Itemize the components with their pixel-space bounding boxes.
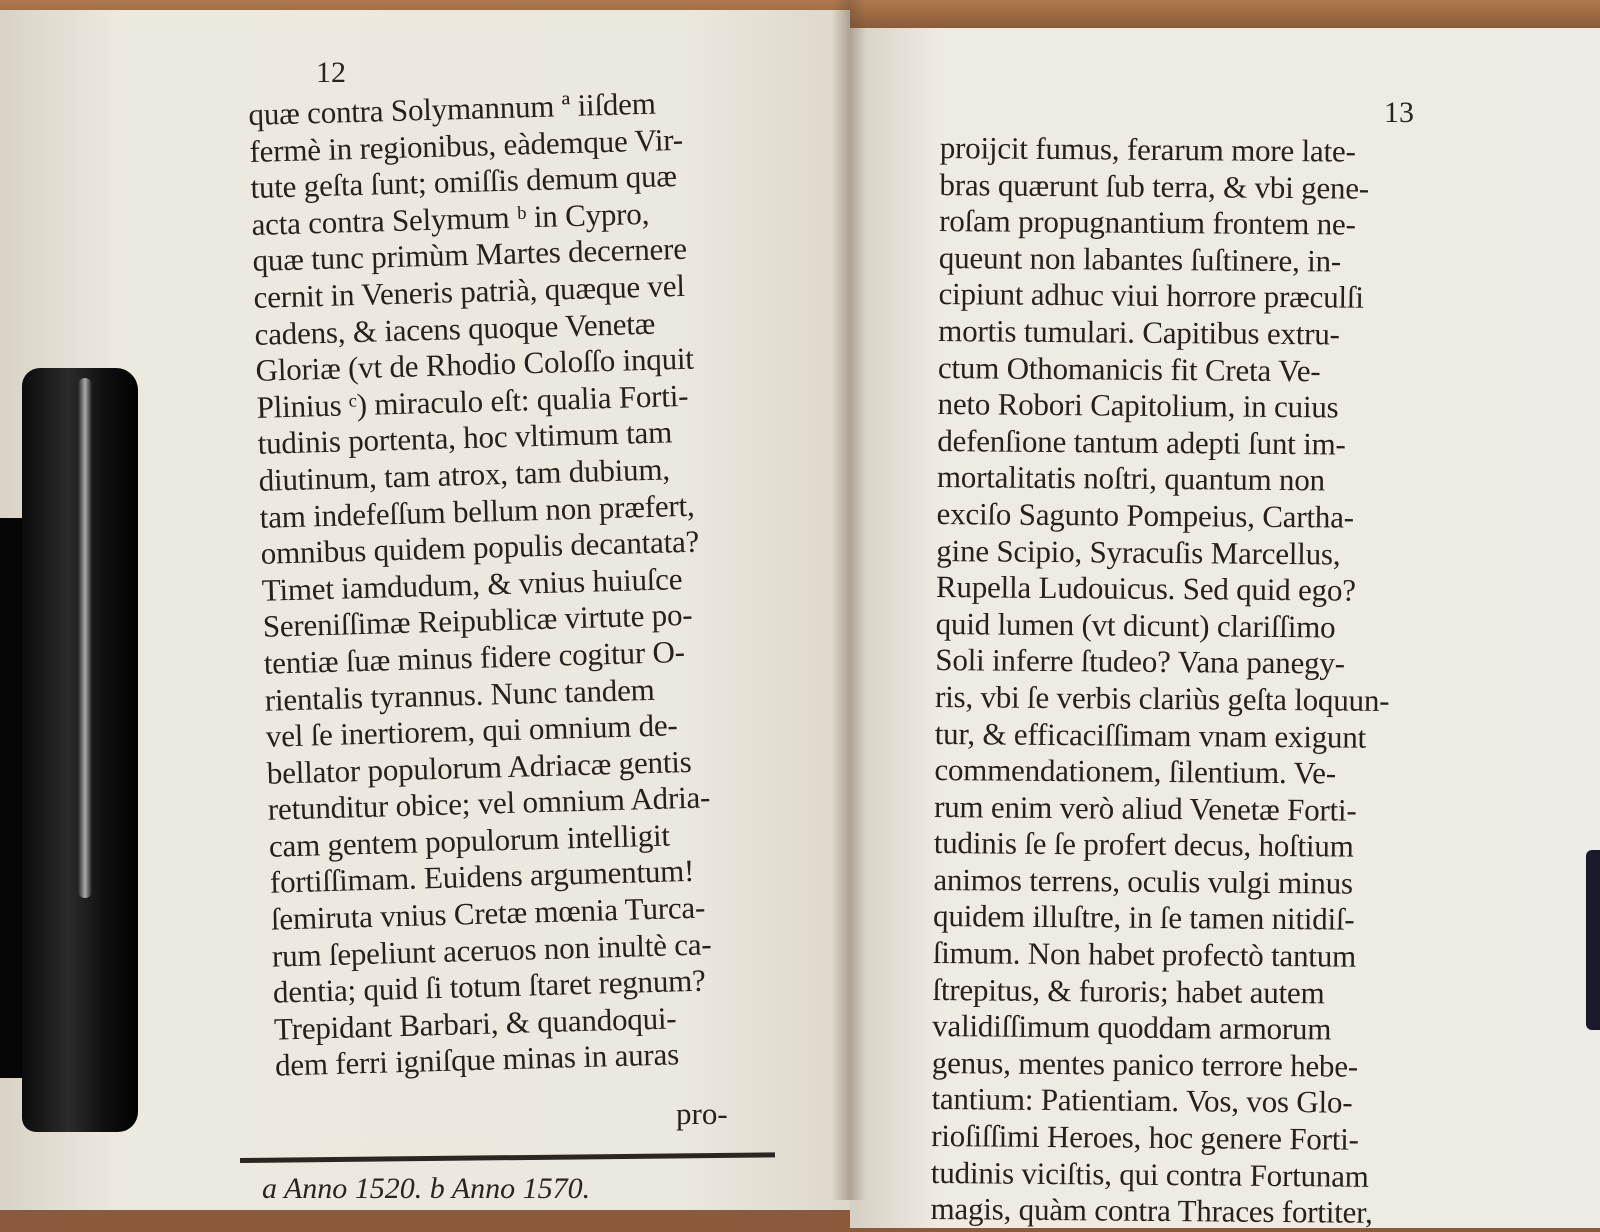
text-line: cernit in Veneris patrià, quæque vel <box>253 267 686 315</box>
text-line: proijcit fumus, ferarum more late- <box>939 130 1356 169</box>
text-line: tam indefeſſum bellum non præfert, <box>259 487 695 535</box>
right-page-text <box>930 130 1480 1232</box>
text-line: tentiæ ſuæ minus fidere cogitur O- <box>263 633 686 681</box>
text-line: omnibus quidem populis decantata? <box>260 523 700 571</box>
text-line: neto Robori Capitolium, in cuius <box>937 386 1339 425</box>
text-line: ſtrepitus, & furoris; habet autem <box>932 971 1325 1011</box>
text-line: animos terrens, oculis vulgi minus <box>933 861 1354 901</box>
text-line: exciſo Sagunto Pompeius, Cartha- <box>936 495 1354 535</box>
right-edge-object <box>1586 850 1600 1030</box>
text-line: defenſione tantum adepti ſunt im- <box>937 422 1346 462</box>
text-line: rum enim verò aliud Venetæ Forti- <box>933 788 1357 828</box>
text-line: Plinius ᶜ) miraculo eſt: qualia Forti- <box>256 377 689 425</box>
text-line: Sereniſſimæ Reipublicæ virtute po- <box>262 597 693 645</box>
text-line: tudinis viciſtis, qui contra Fortunam <box>930 1154 1369 1194</box>
footnote: a Anno 1520. b Anno 1570. <box>262 1172 591 1205</box>
text-line: rientalis tyrannus. Nunc tandem <box>264 671 655 718</box>
text-line: quæ contra Solymannum ª iiſdem <box>248 85 657 132</box>
text-line: mortis tumulari. Capitibus extru- <box>938 312 1340 352</box>
text-line: quid lumen (vt dicunt) clariſſimo <box>935 605 1336 645</box>
catchword: pro- <box>676 1096 728 1131</box>
text-line: roſam propugnantium frontem ne- <box>939 203 1356 242</box>
text-line: cadens, & iacens quoque Venetæ <box>254 305 656 352</box>
book-gutter <box>832 0 866 1200</box>
binder-clip-highlight <box>78 378 92 898</box>
text-line: genus, mentes panico terrore hebe- <box>931 1044 1359 1084</box>
text-line: rum ſepeliunt aceruos non inultè ca- <box>271 926 712 974</box>
text-line: Soli inferre ſtudeo? Vana panegy- <box>935 642 1345 681</box>
text-line: fortiſſimam. Euidens argumentum! <box>269 853 695 901</box>
text-line: bras quærunt ſub terra, & vbi gene- <box>939 166 1370 206</box>
text-line: tudinis portenta, hoc vltimum tam <box>257 414 673 462</box>
text-line: dentia; quid ſi totum ſtaret regnum? <box>272 962 707 1010</box>
text-line: magis, quàm contra Thraces fortiter, <box>930 1191 1373 1231</box>
text-line: Timet iamdudum, & vnius huiuſce <box>261 560 683 608</box>
text-line: cipiunt adhuc viui horrore præculſi <box>938 276 1364 316</box>
text-line: gine Scipio, Syracuſis Marcellus, <box>936 532 1341 572</box>
text-line: ſimum. Non habet profectò tantum <box>932 935 1357 974</box>
text-line: bellator populorum Adriacæ gentis <box>266 743 692 791</box>
text-line: acta contra Selymum ᵇ in Cypro, <box>251 195 650 242</box>
text-line: cam gentem populorum intelligit <box>268 817 671 864</box>
text-line: tudinis ſe ſe profert decus, hoſtium <box>933 825 1354 864</box>
text-line: Gloriæ (vt de Rhodio Coloſſo inquit <box>255 340 695 389</box>
text-line: queunt non labantes ſuſtinere, in- <box>938 239 1342 279</box>
text-line: retunditur obice; vel omnium Adria- <box>267 779 711 827</box>
text-line: vel ſe inertiorem, qui omnium de- <box>265 707 678 754</box>
text-line: validiſſimum quoddam armorum <box>932 1008 1332 1047</box>
text-line: diutinum, tam atrox, tam dubium, <box>258 451 671 498</box>
left-page-number: 12 <box>316 56 346 89</box>
text-line: fermè in regionibus, eàdemque Vir- <box>249 121 684 169</box>
text-line: quidem illuſtre, in ſe tamen nitidiſ- <box>932 898 1355 938</box>
text-line: commendationem, ſilentium. Ve- <box>934 752 1337 791</box>
text-line: quæ tunc primùm Martes decernere <box>252 231 688 279</box>
binder-clip <box>0 368 140 1136</box>
right-page-number: 13 <box>1384 96 1414 129</box>
text-line: Rupella Ludouicus. Sed quid ego? <box>935 569 1356 608</box>
text-line: tute geſta ſunt; omiſſis demum quæ <box>250 158 678 206</box>
text-line: tur, & efficaciſſimam vnam exigunt <box>934 715 1367 755</box>
text-line: ctum Othomanicis fit Creta Ve- <box>937 349 1321 388</box>
text-line: ris, vbi ſe verbis clariùs geſta loquun- <box>934 678 1390 718</box>
text-line: ſemiruta vnius Cretæ mœnia Turca- <box>270 889 706 937</box>
left-page-text <box>248 82 830 1085</box>
text-line: tantium: Patientiam. Vos, vos Glo- <box>931 1081 1353 1121</box>
text-line: Trepidant Barbari, & quandoqui- <box>273 1000 677 1047</box>
text-line: rioſiſſimi Heroes, hoc genere Forti- <box>931 1117 1359 1157</box>
text-line: mortalitatis noſtri, quantum non <box>936 459 1326 498</box>
text-line: dem ferri igniſque minas in auras <box>274 1036 680 1084</box>
